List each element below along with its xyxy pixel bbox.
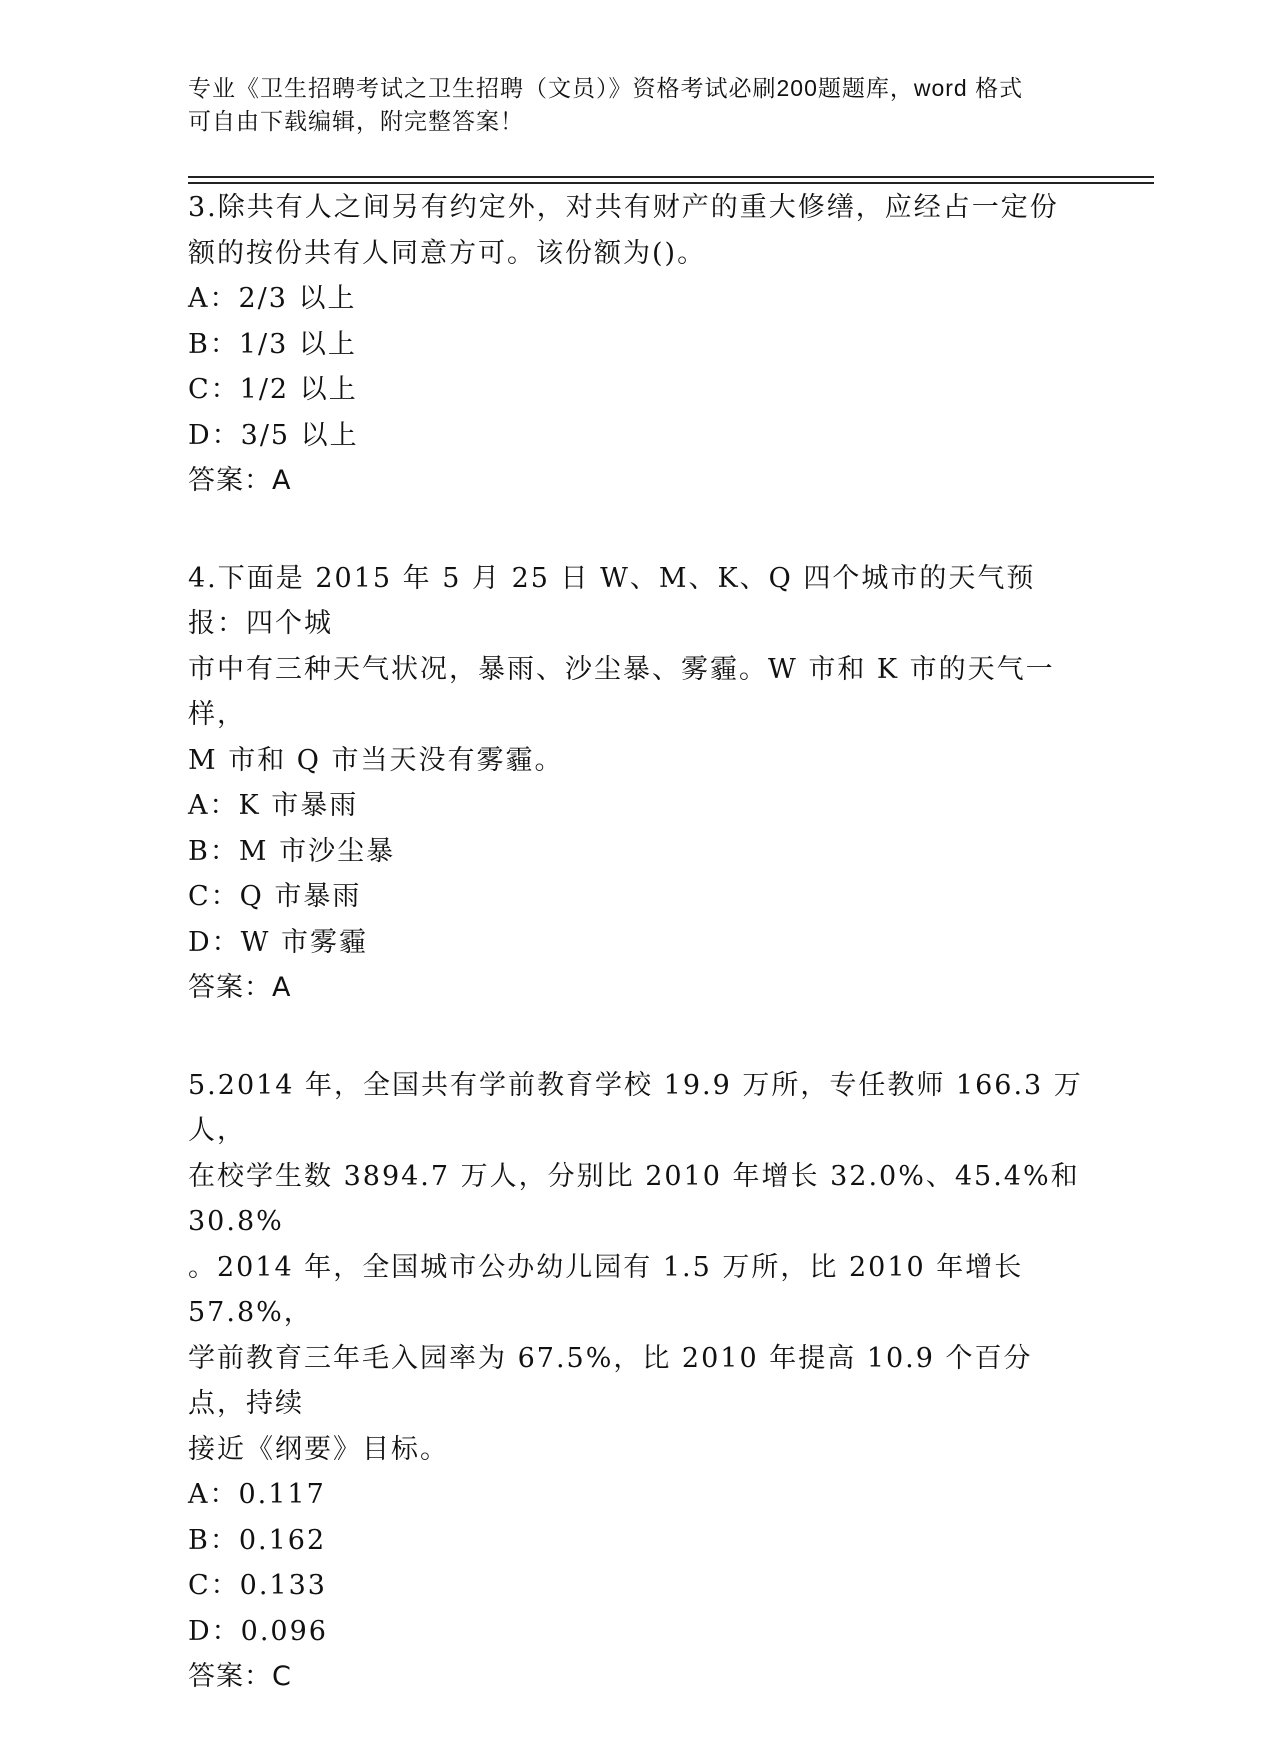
header-line-1: 专业《卫生招聘考试之卫生招聘（文员）》资格考试必刷200题题库，word 格式 (188, 75, 1024, 101)
question-list (188, 185, 1088, 1752)
option-b: B：0.162 (188, 1524, 327, 1556)
answer: 答案：C (188, 1661, 292, 1692)
option-a: A：2/3 以上 (188, 283, 357, 314)
question-5 (188, 1063, 1088, 1700)
question-text-line: 。2014 年，全国城市公办幼儿园有 1.5 万所，比 2010 年增长 57.8%， (188, 1251, 1024, 1328)
option-c: C：1/2 以上 (188, 374, 358, 405)
option-b: B：M 市沙尘暴 (188, 835, 396, 867)
header-divider-top (188, 176, 1154, 178)
question-text-line: 学前教育三年毛入园率为 67.5%，比 2010 年提高 10.9 个百分点，持续 (188, 1342, 1033, 1419)
question-text-line: 市中有三种天气状况，暴雨、沙尘暴、雾霾。W 市和 K 市的天气一样， (188, 653, 1055, 730)
answer: 答案：A (188, 465, 292, 496)
question-text-line: M 市和 Q 市当天没有雾霾。 (188, 744, 564, 776)
question-text-line: 4.下面是 2015 年 5 月 25 日 W、M、K、Q 四个城市的天气预报：四个城 (188, 562, 1036, 639)
option-c: C：0.133 (188, 1570, 327, 1601)
option-d: D：3/5 以上 (188, 419, 359, 451)
option-c: C：Q 市暴雨 (188, 881, 362, 912)
question-text-line: 在校学生数 3894.7 万人，分别比 2010 年增长 32.0%、45.4%和 30.8% (188, 1160, 1080, 1237)
answer: 答案：A (188, 972, 292, 1003)
option-d: D：W 市雾霾 (188, 926, 368, 958)
option-a: A：K 市暴雨 (188, 790, 359, 821)
document-header (188, 72, 1068, 138)
question-text-line: 5.2014 年，全国共有学前教育学校 19.9 万所，专任教师 166.3 万人， (188, 1069, 1083, 1146)
question-text-line: 额的按份共有人同意方可。该份额为()。 (188, 237, 707, 269)
option-d: D：0.096 (188, 1615, 328, 1647)
option-b: B：1/3 以上 (188, 328, 357, 360)
header-divider-bottom (188, 182, 1154, 184)
header-line-2: 可自由下载编辑，附完整答案！ (188, 108, 524, 134)
option-a: A：0.117 (188, 1479, 326, 1510)
question-text-line: 3.除共有人之间另有约定外，对共有财产的重大修缮，应经占一定份 (188, 192, 1059, 223)
question-4 (188, 556, 1088, 1011)
question-text-line: 接近《纲要》目标。 (188, 1433, 449, 1465)
question-3 (188, 185, 1088, 504)
